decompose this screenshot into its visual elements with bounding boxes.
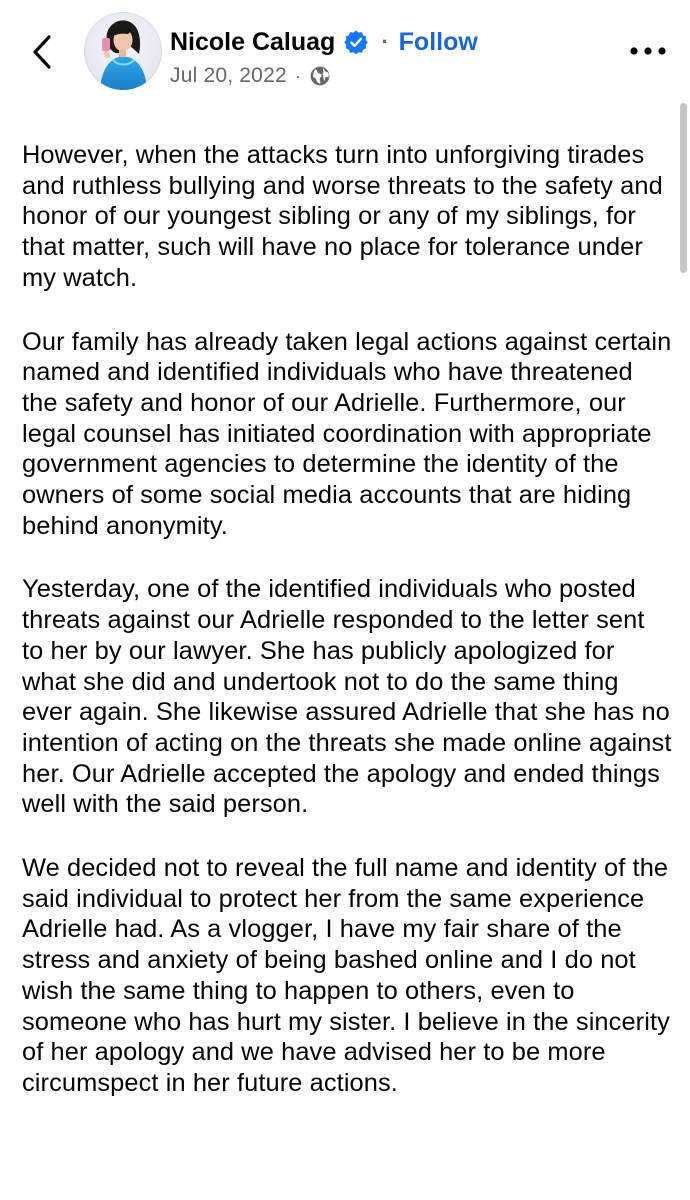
back-button[interactable] [22, 32, 62, 76]
post-date[interactable]: Jul 20, 2022 [170, 64, 287, 87]
follow-button[interactable]: Follow [398, 27, 478, 56]
more-options-button[interactable] [626, 38, 670, 68]
post-body [22, 140, 672, 1132]
post-paragraph: Our family has already taken legal actions against certain named and identified individuals who have threatened the safety and honor of our Adrielle. Furthermore, our legal counsel has initiated coordination with appropriate government agencies to determine the identity of the owners of some social media accounts that are hiding behind anonymity. [22, 327, 672, 540]
post-paragraph: We decided not to reveal the full name and identity of the said individual to protect her from the same experience Adrielle had. As a vlogger, I have my fair share of the stress and anxiety of being bashed online and I do not wish the same thing to happen to others, even to someone who has hurt my sister. I believe in the sincerity of her apology and we have advised her to be more circumspect in her future actions. [22, 854, 670, 1097]
verified-badge-icon [343, 29, 369, 55]
author-info [170, 24, 590, 94]
more-options-icon [628, 44, 668, 62]
post-paragraph: Yesterday, one of the identified individuals who posted threats against our Adrielle responded to the letter sent to her by our lawyer. She has publicly apologized for what she did and undertook not to do the same thing ever again. She likewise assured Adrielle that she has no intention of acting on the threats she made online against her. Our Adrielle accepted the apology and ended things well with the said person. [22, 575, 672, 819]
scrollbar[interactable] [680, 103, 687, 273]
chevron-left-icon [31, 34, 53, 75]
post-header [0, 0, 690, 120]
meta-separator: · [294, 65, 302, 86]
author-name[interactable]: Nicole Caluag [170, 27, 336, 56]
name-row [170, 24, 590, 60]
name-follow-separator: · [381, 29, 389, 54]
post-meta [170, 62, 590, 90]
post-paragraph: However, when the attacks turn into unforgiving tirades and ruthless bullying and worse threats to the safety and honor of our youngest sibling or any of my siblings, for that matter, such will have no place for tolerance under my watch. [22, 141, 663, 292]
globe-icon [309, 65, 331, 87]
avatar[interactable] [84, 12, 162, 90]
